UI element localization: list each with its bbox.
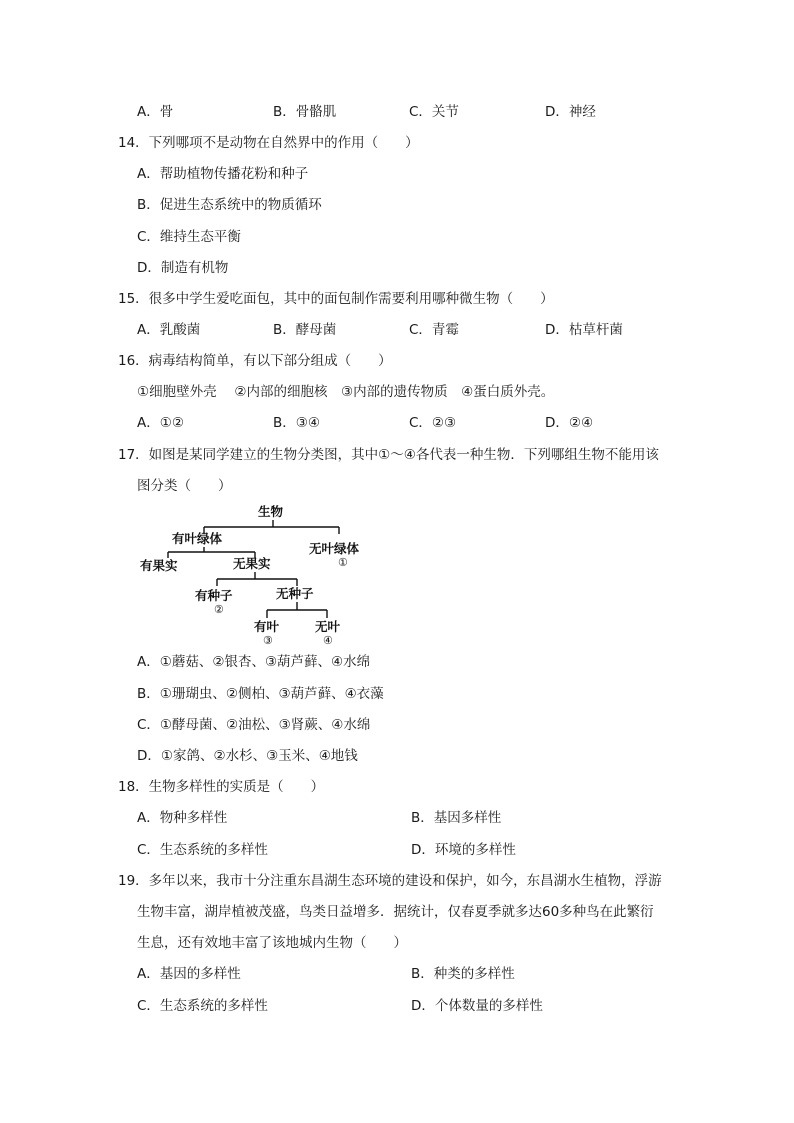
tree-no-fruit: 无果实 xyxy=(233,556,271,571)
q15-option-c: C．青霉 xyxy=(409,322,459,338)
tree-number-3: ③ xyxy=(263,634,273,647)
q14-option-b: B．促进生态系统中的物质循环 xyxy=(137,197,322,213)
q16-option-d: D．②④ xyxy=(545,415,594,431)
tree-with-fruit: 有果实 xyxy=(140,558,178,573)
q19-stem-line2: 生物丰富，湖岸植被茂盛，鸟类日益增多．据统计，仅春夏季就多达60多种鸟在此繁衍 xyxy=(137,904,654,920)
q18-option-c: C．生态系统的多样性 xyxy=(137,842,268,858)
q13-option-c: C．关节 xyxy=(409,104,459,120)
q14-stem: 14．下列哪项不是动物在自然界中的作用（ ） xyxy=(118,135,419,151)
q15-option-a: A．乳酸菌 xyxy=(137,322,201,338)
tree-no-seed: 无种子 xyxy=(276,586,314,601)
q14-option-d: D．制造有机物 xyxy=(137,260,229,276)
q17-option-d: D．①家鸽、②水杉、③玉米、④地钱 xyxy=(137,748,358,764)
q17-option-c: C．①酵母菌、②油松、③肾蕨、④水绵 xyxy=(137,717,371,733)
q16-parts: ①细胞壁外壳 ②内部的细胞核 ③内部的遗传物质 ④蛋白质外壳。 xyxy=(137,384,555,400)
q19-option-a: A．基因的多样性 xyxy=(137,966,241,982)
tree-number-1: ① xyxy=(338,556,348,569)
q14-option-a: A．帮助植物传播花粉和种子 xyxy=(137,166,309,182)
q18-option-b: B．基因多样性 xyxy=(411,810,502,826)
q16-option-b: B．③④ xyxy=(273,415,320,431)
tree-with-seed: 有种子 xyxy=(195,588,233,603)
q17-option-a: A．①蘑菇、②银杏、③葫芦藓、④水绵 xyxy=(137,654,371,670)
q15-option-d: D．枯草杆菌 xyxy=(545,322,623,338)
tree-no-chlorophyll: 无叶绿体 xyxy=(309,541,360,556)
tree-root: 生物 xyxy=(258,504,284,519)
q19-option-c: C．生态系统的多样性 xyxy=(137,998,268,1014)
tree-with-chlorophyll: 有叶绿体 xyxy=(172,531,223,546)
q18-option-d: D．环境的多样性 xyxy=(411,842,516,858)
q19-option-d: D．个体数量的多样性 xyxy=(411,998,543,1014)
q16-stem: 16．病毒结构简单，有以下部分组成（ ） xyxy=(118,353,392,369)
q17-stem-line1: 17．如图是某同学建立的生物分类图，其中①～④各代表一种生物．下列哪组生物不能用该 xyxy=(118,447,659,463)
q13-option-b: B．骨骼肌 xyxy=(273,104,337,120)
tree-no-leaf: 无叶 xyxy=(315,619,341,634)
q17-option-b: B．①珊瑚虫、②侧柏、③葫芦藓、④衣藻 xyxy=(137,686,384,702)
q15-option-b: B．酵母菌 xyxy=(273,322,337,338)
q18-option-a: A．物种多样性 xyxy=(137,810,228,826)
q16-option-c: C．②③ xyxy=(409,415,457,431)
q13-option-d: D．神经 xyxy=(545,104,596,120)
q15-stem: 15．很多中学生爱吃面包，其中的面包制作需要利用哪种微生物（ ） xyxy=(118,291,554,307)
tree-number-4: ④ xyxy=(323,634,333,647)
q18-stem: 18．生物多样性的实质是（ ） xyxy=(118,779,325,795)
q13-option-a: A．骨 xyxy=(137,104,174,120)
q19-stem-line3: 生息，还有效地丰富了该地城内生物（ ） xyxy=(137,935,407,951)
tree-number-2: ② xyxy=(214,603,224,616)
q19-stem-line1: 19．多年以来，我市十分注重东昌湖生态环境的建设和保护，如今，东昌湖水生植物，浮游 xyxy=(118,873,662,889)
classification-tree-diagram xyxy=(137,500,387,650)
tree-with-leaf: 有叶 xyxy=(254,619,280,634)
q19-option-b: B．种类的多样性 xyxy=(411,966,515,982)
q14-option-c: C．维持生态平衡 xyxy=(137,229,241,245)
q16-option-a: A．①② xyxy=(137,415,184,431)
q17-stem-line2: 图分类（ ） xyxy=(137,478,232,494)
